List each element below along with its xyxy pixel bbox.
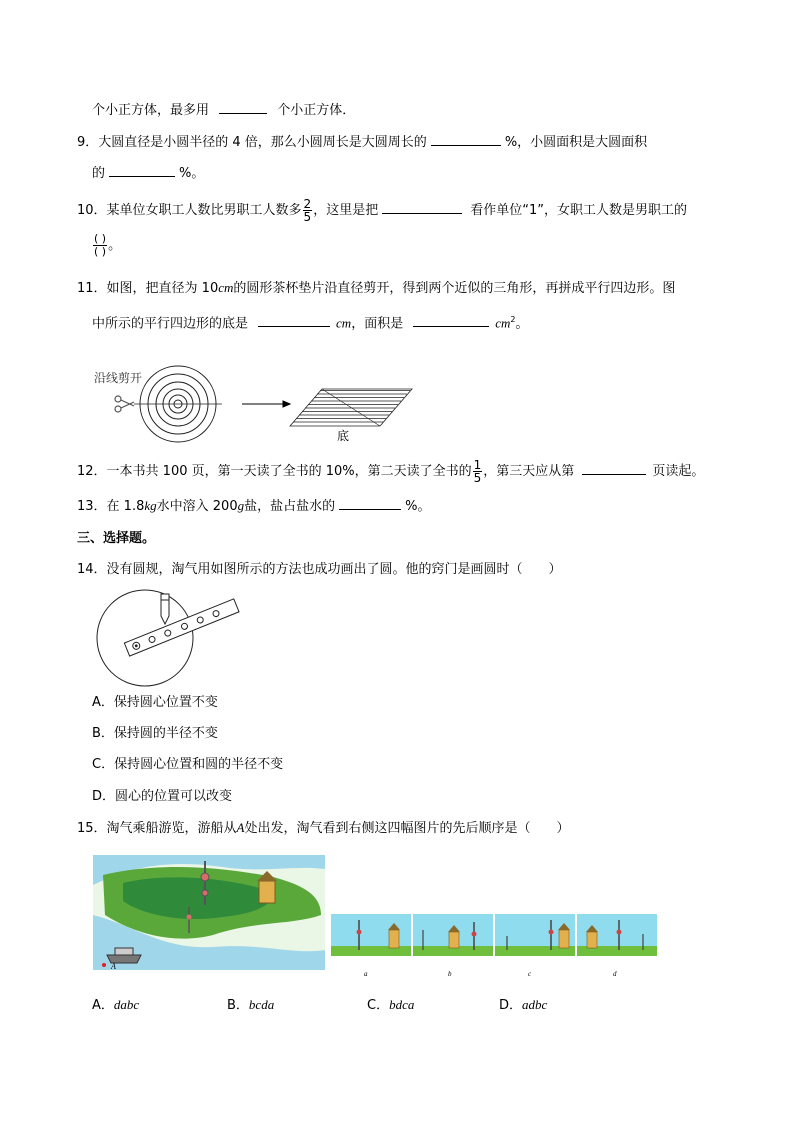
q15-text-a: 15．淘气乘船游览，游船从 [77, 821, 237, 836]
q15-option-a-value: dabc [113, 997, 140, 1012]
panel-a [331, 914, 411, 978]
q12-frac-den: 5 [473, 471, 482, 485]
q15-map-illustration [93, 855, 325, 970]
q10-text-b: ，这里是把 [313, 203, 379, 218]
q14-option-a[interactable]: A．保持圆心位置不变 [92, 695, 218, 710]
q15-option-b[interactable] [227, 996, 274, 1015]
q8-text-b: 个小正方体． [277, 103, 356, 118]
q11-text-b: 的圆形茶杯垫片沿直径剪开，得到两个近似的三角形，再拼成平行四边形。图 [233, 281, 676, 296]
panel-label-a: a [364, 970, 368, 978]
panel-b [413, 914, 493, 978]
parallelogram-shape [290, 389, 412, 426]
q10-end: 。 [108, 238, 122, 253]
q11-figure [110, 360, 430, 450]
q11-blank-area[interactable] [413, 314, 489, 327]
q13-unit-g: g [237, 498, 245, 513]
q8-answer-blank[interactable] [219, 101, 267, 114]
q11-unit-cm-2: cm [336, 315, 352, 331]
q10-ans-den: ( ) [94, 245, 107, 258]
q13-text-b: 水中溶入 200 [156, 499, 238, 514]
q12-fraction [473, 459, 483, 484]
q11-text-e: 。 [515, 316, 529, 332]
coaster-circle [134, 366, 222, 442]
q14-option-c[interactable]: C．保持圆心位置和圆的半径不变 [92, 757, 284, 772]
q12-blank[interactable] [582, 462, 646, 475]
q12-text-b: ，第三天应从第 [483, 464, 575, 479]
q15-option-b-letter: B． [227, 998, 249, 1013]
q9-line1 [77, 133, 647, 152]
panel-label-b: b [448, 970, 452, 978]
panel-c [495, 914, 575, 978]
q14-figure [95, 588, 255, 692]
q11-unit-cm: cm [218, 280, 234, 295]
q15-option-d-letter: D． [499, 998, 523, 1013]
q12-text-c: 页读起。 [652, 464, 705, 479]
q15-option-a[interactable] [92, 996, 139, 1015]
q9-blank-1[interactable] [431, 133, 501, 146]
q10-text-c: 看作单位“1”，女职工人数是男职工的 [470, 203, 687, 218]
q10-blank-unit[interactable] [382, 201, 462, 214]
panel-label-c: c [528, 970, 532, 978]
q11-line2 [92, 311, 528, 333]
q11-unit-cm-3: cm [495, 315, 511, 331]
pencil-icon [161, 594, 169, 624]
cut-along-line-label: 沿线剪开 [94, 371, 143, 385]
q13-text-d: %。 [405, 499, 431, 514]
q15-panels [331, 912, 659, 982]
arrow-icon [242, 401, 290, 407]
q10-ans-num: ( ) [94, 232, 107, 245]
q8-text-a: 个小正方体，最多用 [92, 103, 210, 118]
q9-text-c: 的 [92, 166, 106, 181]
q9-text-d: %。 [179, 166, 205, 181]
q10-answer-fraction[interactable] [93, 233, 107, 258]
base-label: 底 [337, 429, 350, 443]
scissors-icon [115, 396, 134, 412]
q9-text-a: 9．大圆直径是小圆半径的 4 倍，那么小圆周长是大圆周长的 [77, 135, 427, 150]
q13-text-a: 13．在 1.8 [77, 499, 145, 514]
q10-line2 [92, 232, 121, 260]
q9-blank-2[interactable] [109, 164, 175, 177]
q12-text-a: 12．一本书共 100 页，第一天读了全书的 10%，第二天读了全书的 [77, 464, 472, 479]
q15-option-c-value: bdca [389, 997, 415, 1012]
q11-unit-sq: 2 [510, 315, 516, 324]
q11-blank-base[interactable] [258, 314, 330, 327]
q15-option-b-value: bcda [248, 997, 275, 1012]
q11-text-c: 中所示的平行四边形的底是 [92, 316, 249, 332]
q10-fraction [303, 198, 313, 223]
q14-option-d[interactable]: D．圆心的位置可以改变 [92, 789, 233, 804]
q13-unit-kg: kg [144, 498, 157, 513]
q12-frac-num: 1 [473, 458, 482, 472]
q9-line2 [92, 164, 204, 183]
q8-tail [92, 101, 355, 120]
q15-option-d-value: adbc [522, 997, 548, 1012]
q13-line [77, 497, 430, 516]
q13-blank[interactable] [339, 497, 401, 510]
q12-line [77, 459, 704, 485]
map-label-a: A [111, 962, 116, 970]
q15-option-c[interactable] [367, 996, 414, 1015]
q14-stem: 14．没有圆规，淘气用如图所示的方法也成功画出了圆。他的窍门是画圆时（ ） [77, 562, 562, 577]
q10-frac-num: 2 [303, 197, 312, 211]
section-3-title: 三、选择题。 [77, 531, 156, 546]
q10-line1 [77, 198, 687, 224]
q9-text-b: %，小圆面积是大圆面积 [504, 135, 648, 150]
q10-frac-den: 5 [303, 210, 312, 224]
q10-text-a: 10．某单位女职工人数比男职工人数多 [77, 203, 302, 218]
panel-label-d: d [613, 970, 617, 978]
q15-option-a-letter: A． [92, 998, 114, 1013]
q11-text-d: ，面积是 [351, 316, 404, 332]
panel-d [577, 914, 657, 978]
q15-option-c-letter: C． [367, 998, 390, 1013]
q11-line1 [77, 279, 675, 298]
q13-text-c: 盐，盐占盐水的 [244, 499, 336, 514]
q15-text-b: 处出发，淘气看到右侧这四幅图片的先后顺序是（ ） [244, 821, 570, 836]
q11-text-a: 11．如图，把直径为 10 [77, 281, 219, 296]
q15-option-d[interactable] [499, 996, 547, 1015]
q15-stem [77, 819, 570, 838]
q15-point-a: A [236, 820, 245, 835]
q14-option-b[interactable]: B．保持圆的半径不变 [92, 726, 218, 741]
